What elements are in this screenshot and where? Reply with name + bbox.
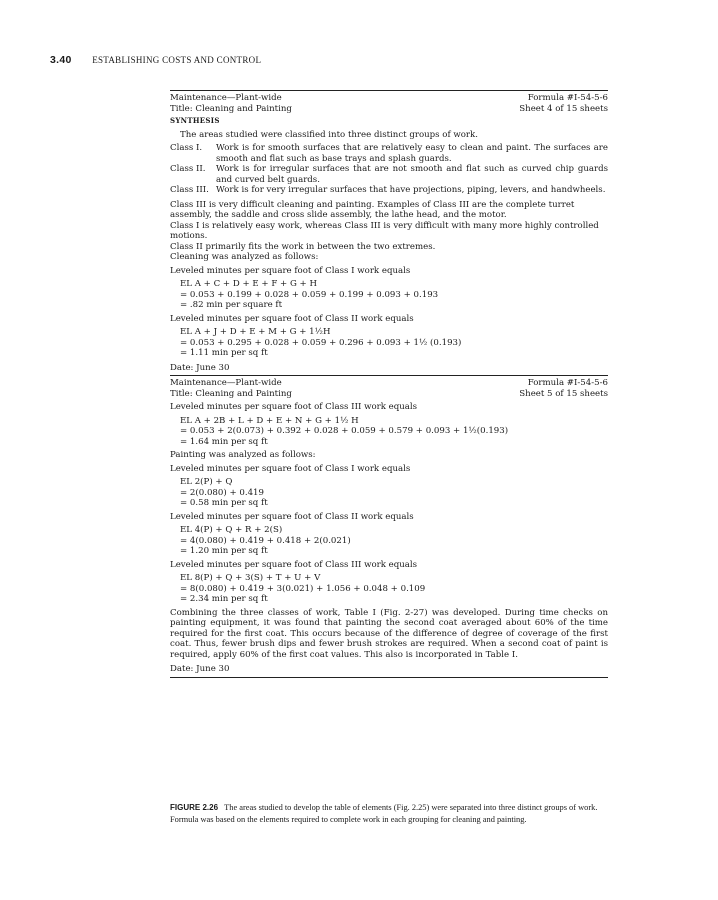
- caption-text: The areas studied to develop the table of elements (Fig. 2.25) were separated into three distinct groups of work. Formula was based on the elements required to complete work in each grouping for cleaning and painting.: [170, 803, 598, 824]
- notes: [170, 200, 608, 263]
- equation-line: = 2.34 min per sq ft: [180, 594, 268, 604]
- class2-cleaning-equation: [180, 327, 608, 359]
- class-item: [170, 185, 608, 196]
- equation-line: = 4(0.080) + 0.419 + 0.418 + 2(0.021): [180, 535, 351, 546]
- note-line: Cleaning was analyzed as follows:: [170, 252, 319, 262]
- class3-cleaning-equation: [180, 416, 608, 448]
- class-label: Class II.: [170, 164, 206, 174]
- equation-line: = 1.11 min per sq ft: [180, 348, 268, 358]
- formula-number: Formula #I-54-5-6: [527, 93, 608, 103]
- equation-line: EL A + J + D + E + M + G + 1½H: [180, 327, 331, 337]
- equation-line: = 0.053 + 0.295 + 0.028 + 0.059 + 0.296 + 0.093 + 1½ (0.193): [180, 337, 462, 348]
- equation-line: = 1.20 min per sq ft: [180, 546, 268, 556]
- department: Maintenance—Plant-wide: [170, 378, 282, 388]
- class-label: Class I.: [170, 143, 203, 153]
- class1-cleaning-lead: Leveled minutes per square foot of Class I work equals: [170, 265, 411, 276]
- figure-caption: [170, 802, 606, 825]
- sheet-5-date: Date: June 30: [170, 664, 230, 674]
- class1-cleaning-equation: [180, 279, 608, 311]
- sheet-5-header: [170, 376, 608, 399]
- class2-cleaning-lead: Leveled minutes per square foot of Class II work equals: [170, 313, 414, 324]
- equation-line: = .82 min per square ft: [180, 300, 283, 310]
- sheet-title: Title: Cleaning and Painting: [170, 388, 292, 399]
- sheet-4-date: Date: June 30: [170, 362, 230, 373]
- sheet-number: Sheet 5 of 15 sheets: [519, 388, 608, 399]
- note-line: Class II primarily fits the work in between the two extremes.: [170, 241, 436, 252]
- class-item: [170, 164, 608, 185]
- class-text: Work is for very irregular surfaces that have projections, piping, levers, and handwheels.: [216, 185, 606, 195]
- note-line: Class I is relatively easy work, whereas Class III is very difficult with many more highly controlled motions.: [170, 220, 599, 241]
- class2-painting-lead: Leveled minutes per square foot of Class II work equals: [170, 511, 414, 522]
- class-list: [170, 143, 608, 196]
- closing-paragraph: Combining the three classes of work, Table I (Fig. 2-27) was developed. During time checks on painting equipment, it was found that painting the second coat averaged about 60% of the time required for the first coat. This occurs because of the difference of degree of coverage of the first coat. Thus, fewer brush dips and fewer brush strokes are required. When a second coat of paint is required, apply 60% of the first coat values. This also is incorporated in Table I.: [170, 607, 608, 660]
- equation-line: = 0.053 + 2(0.073) + 0.392 + 0.028 + 0.059 + 0.579 + 0.093 + 1½(0.193): [180, 426, 509, 436]
- equation-line: = 0.58 min per sq ft: [180, 498, 268, 508]
- note-line: Class III is very difficult cleaning and painting. Examples of Class III are the complete turret assembly, the saddle and cross slide assembly, the lathe head, and the motor.: [170, 199, 575, 220]
- sheet-bottom-rule: [170, 677, 608, 678]
- sheet-number: Sheet 4 of 15 sheets: [519, 103, 608, 114]
- class1-painting-equation: [180, 477, 608, 509]
- class-text: Work is for irregular surfaces that are not smooth and flat such as curved chip guards and curved belt guards.: [216, 164, 608, 185]
- equation-line: = 2(0.080) + 0.419: [180, 487, 264, 498]
- figure-label: FIGURE 2.26: [170, 803, 219, 812]
- running-head: [50, 54, 261, 66]
- equation-line: EL 8(P) + Q + 3(S) + T + U + V: [180, 573, 321, 583]
- equation-line: = 8(0.080) + 0.419 + 3(0.021) + 1.056 + 0.048 + 0.109: [180, 583, 426, 594]
- intro-text: The areas studied were classified into three distinct groups of work.: [180, 129, 478, 140]
- equation-line: EL 2(P) + Q: [180, 477, 233, 487]
- equation-line: EL A + C + D + E + F + G + H: [180, 279, 317, 289]
- class1-painting-lead: Leveled minutes per square foot of Class I work equals: [170, 463, 411, 474]
- department: Maintenance—Plant-wide: [170, 93, 282, 103]
- running-head-title: ESTABLISHING COSTS AND CONTROL: [92, 55, 262, 65]
- class-item: [170, 143, 608, 164]
- equation-line: = 0.053 + 0.199 + 0.028 + 0.059 + 0.199 + 0.093 + 0.193: [180, 289, 439, 300]
- class3-painting-equation: [180, 573, 608, 605]
- class3-cleaning-lead: Leveled minutes per square foot of Class III work equals: [170, 402, 418, 412]
- equation-line: EL A + 2B + L + D + E + N + G + 1½ H: [180, 415, 359, 426]
- equation-line: = 1.64 min per sq ft: [180, 436, 268, 447]
- formula-sheets: [170, 90, 608, 678]
- formula-number: Formula #I-54-5-6: [527, 378, 608, 388]
- class-text: Work is for smooth surfaces that are relatively easy to clean and paint. The surfaces are smooth and flat such as base trays and splash guards.: [216, 143, 608, 164]
- class-label: Class III.: [170, 185, 209, 195]
- sheet-title: Title: Cleaning and Painting: [170, 103, 292, 114]
- synthesis-heading: SYNTHESIS: [170, 116, 220, 125]
- class3-painting-lead: Leveled minutes per square foot of Class III work equals: [170, 559, 418, 570]
- painting-intro: Painting was analyzed as follows:: [170, 450, 316, 460]
- sheet-4-header: [170, 91, 608, 114]
- equation-line: EL 4(P) + Q + R + 2(S): [180, 525, 283, 535]
- page-number: 3.40: [50, 54, 72, 66]
- class2-painting-equation: [180, 525, 608, 557]
